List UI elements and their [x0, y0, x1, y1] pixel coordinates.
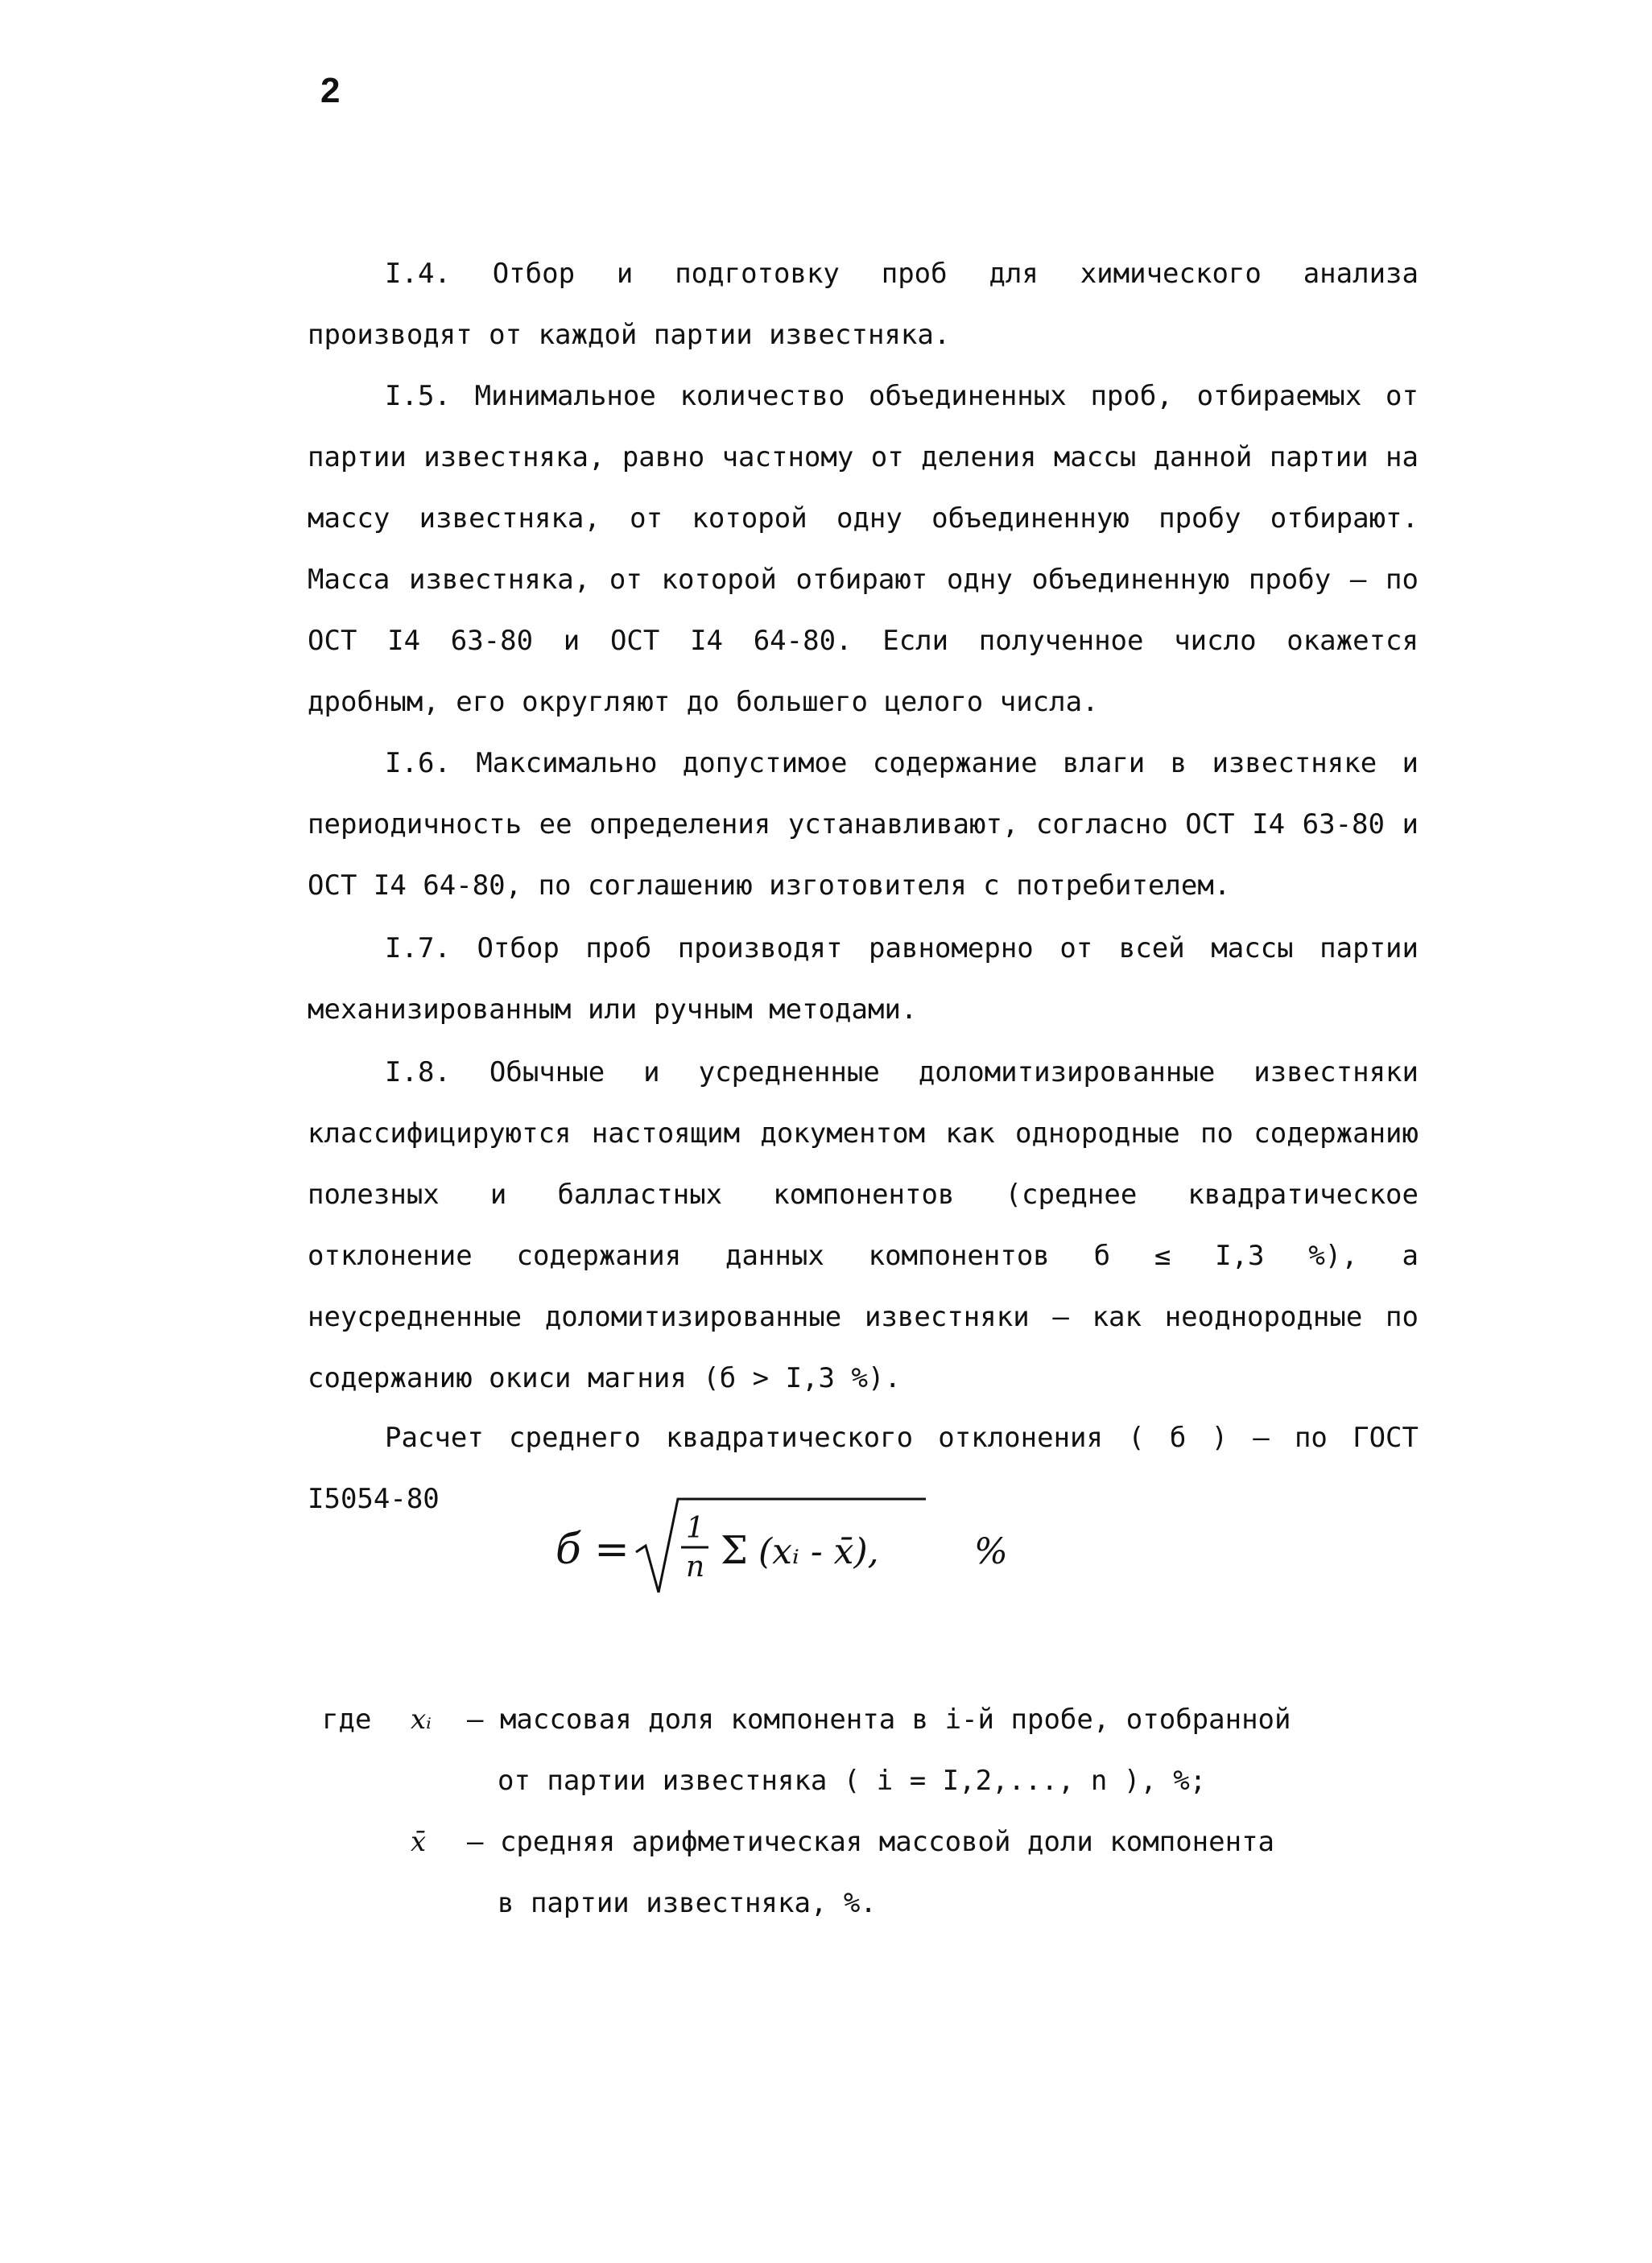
formula-numerator: 1: [686, 1512, 704, 1545]
paragraph-1-6: I.6. Максимально допустимое содержание влаги в известняке и периодичность ее определения устанавливают, согласно ОСТ I4 63-80 и ОСТ I4 64-80, по соглашению изготовителя с потребителем.: [308, 747, 1419, 902]
definition-text: – средняя арифметическая массовой доли компонента: [467, 1826, 1275, 1858]
definition-symbol: xᵢ: [411, 1703, 432, 1736]
definition-text: от партии известняка ( i = I,2,..., n ), %;: [498, 1765, 1207, 1797]
definition-symbol: x̄: [411, 1826, 427, 1858]
definition-text: в партии известняка, %.: [498, 1887, 877, 1919]
page-number: 2: [320, 71, 341, 110]
definition-row: [322, 1811, 1409, 1873]
definitions-block: [322, 1689, 1409, 1934]
definition-row: [322, 1689, 1409, 1750]
paragraph-1-4: I.4. Отбор и подготовку проб для химического анализа производят от каждой партии известняка.: [308, 258, 1419, 351]
paragraph-1-5: I.5. Минимальное количество объединенных проб, отбираемых от партии известняка, равно частному от деления массы данной партии на массу известняка, от которой одну объединенную пробу отбирают. Масса известняка, от которой отбирают одну объединенную пробу – по ОСТ I4 63-80 и ОСТ I4 64-80. Если полученное число окажется дробным, его округляют до большего целого числа.: [308, 380, 1419, 718]
paragraph-1-7: I.7. Отбор проб производят равномерно от всей массы партии механизированным или ручным методами.: [308, 932, 1419, 1026]
definition-continuation: [322, 1750, 1409, 1811]
sum-symbol: Σ: [721, 1528, 748, 1573]
where-word: где: [322, 1703, 372, 1736]
paragraph-1-8: I.8. Обычные и усредненные доломитизированные известняки классифицируются настоящим документом как однородные по содержанию полезных и балластных компонентов (среднее квадратическое отклонение содержания данных компонентов б ≤ I,3 %), а неусредненные доломитизированные известняки – как неоднородные по содержанию окиси магния (б > I,3 %).: [308, 1056, 1419, 1394]
formula-body: (xᵢ - x̄),: [758, 1531, 879, 1572]
std-deviation-formula: [547, 1489, 1030, 1610]
definition-text: – массовая доля компонента в i-й пробе, отобранной: [467, 1703, 1291, 1736]
calculation-note: Расчет среднего квадратического отклонения ( б ) – по ГОСТ I5054-80: [308, 1422, 1419, 1515]
formula-lhs: б =: [555, 1526, 630, 1574]
formula-unit: %: [974, 1531, 1008, 1572]
formula-denominator: n: [686, 1551, 705, 1584]
definition-continuation: [322, 1873, 1409, 1934]
